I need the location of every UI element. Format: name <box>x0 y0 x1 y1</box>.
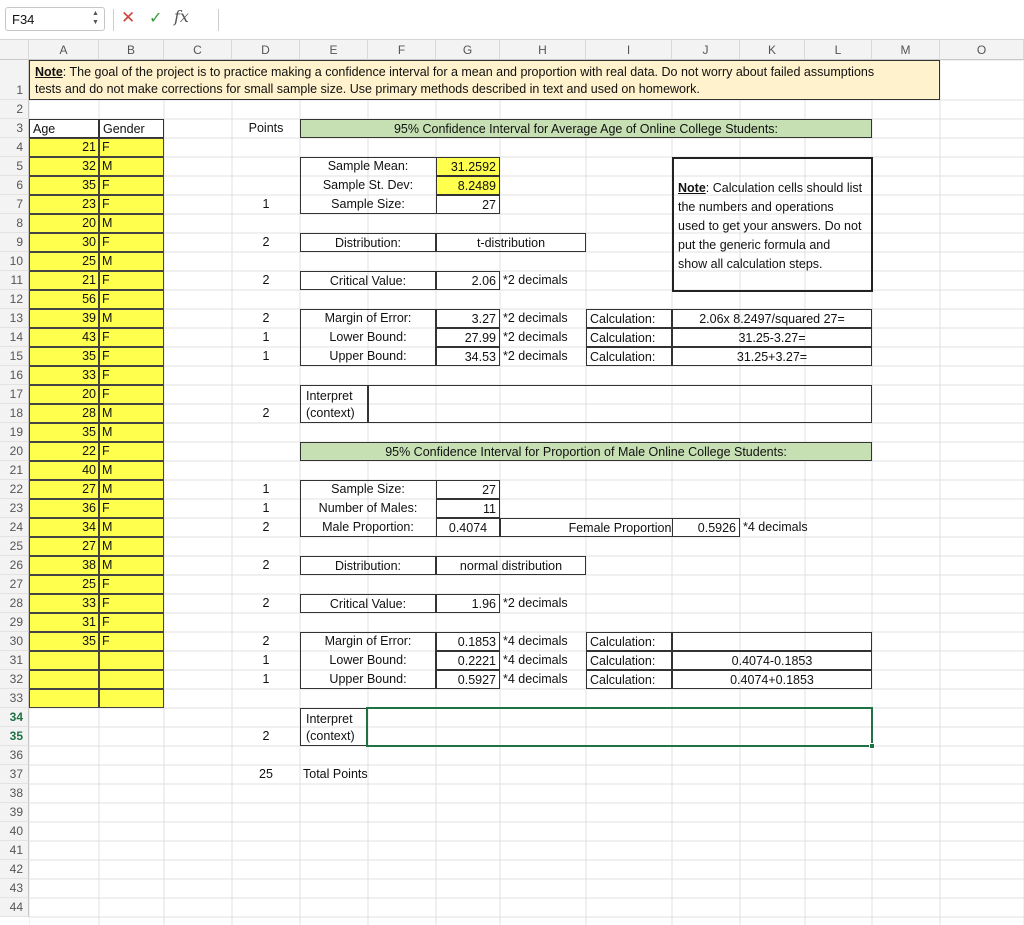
note-text: : The goal of the project is to practice making a confidence interval for a mean and proportion with real data. Do not worry about failed assumptions <box>62 65 875 79</box>
ub-calculation: 31.25+3.27= <box>672 347 872 366</box>
gender-value: M <box>102 406 113 420</box>
note-line: show all calculation steps. <box>678 257 823 271</box>
row-header[interactable]: 27 <box>0 575 29 594</box>
age-cell <box>29 689 99 708</box>
female-prop-value: 0.5926 <box>672 518 740 537</box>
moe-calculation <box>672 632 872 651</box>
distribution-label: Distribution: <box>300 556 436 575</box>
gender-value: F <box>102 197 110 211</box>
gender-value: F <box>102 387 110 401</box>
prop-input-box <box>300 480 500 537</box>
gender-value: F <box>102 292 110 306</box>
sample-mean-label: Sample Mean: <box>327 159 409 173</box>
row-header[interactable]: 13 <box>0 309 29 328</box>
ub-value: 34.53 <box>436 347 500 366</box>
lb-value: 0.2221 <box>436 651 500 670</box>
points: 1 <box>262 349 270 363</box>
row-header[interactable]: 31 <box>0 651 29 670</box>
male-prop-label: Male Proportion: <box>322 520 414 534</box>
points: 2 <box>262 729 270 743</box>
age-value: 40 <box>82 463 96 477</box>
interpret-answer-box <box>368 385 872 423</box>
points: 2 <box>262 235 270 249</box>
row-header[interactable]: 18 <box>0 404 29 423</box>
male-prop-value: 0.4074 <box>436 518 500 537</box>
gender-value: M <box>102 482 113 496</box>
age-value: 31 <box>82 615 96 629</box>
name-box[interactable]: F34 <box>5 7 105 31</box>
row-header[interactable]: 35 <box>0 727 29 746</box>
gender-value: M <box>102 311 113 325</box>
column-header[interactable]: L <box>805 40 872 60</box>
row-header[interactable]: 30 <box>0 632 29 651</box>
row-header[interactable]: 25 <box>0 537 29 556</box>
gender-value: M <box>102 159 113 173</box>
row-header[interactable]: 28 <box>0 594 29 613</box>
row-header[interactable]: 16 <box>0 366 29 385</box>
ub-label: Upper Bound: <box>329 349 407 363</box>
points: 1 <box>262 197 270 211</box>
decimals-note: *4 decimals <box>743 520 808 534</box>
points: 1 <box>262 501 270 515</box>
row-header[interactable]: 19 <box>0 423 29 442</box>
total-points-label: Total Points <box>303 767 368 781</box>
interpret-text: Interpret <box>306 389 353 403</box>
column-header[interactable]: I <box>586 40 672 60</box>
sample-size-value: 27 <box>436 480 500 499</box>
column-header[interactable]: J <box>672 40 740 60</box>
gender-value: F <box>102 577 110 591</box>
sample-sd-value: 8.2489 <box>436 176 500 195</box>
calculation-label: Calculation: <box>586 670 672 689</box>
calculation-label: Calculation: <box>586 651 672 670</box>
row-header[interactable]: 3 <box>0 119 29 138</box>
interpret-text: Interpret <box>306 712 353 726</box>
column-header[interactable]: E <box>300 40 368 60</box>
age-value: 20 <box>82 216 96 230</box>
row-header[interactable]: 23 <box>0 499 29 518</box>
age-value: 27 <box>82 482 96 496</box>
fill-handle[interactable] <box>869 743 875 749</box>
row-header[interactable]: 1 <box>0 60 29 100</box>
gender-value: M <box>102 539 113 553</box>
points: 1 <box>262 482 270 496</box>
decimals-note: *2 decimals <box>503 349 568 363</box>
points: 2 <box>262 311 270 325</box>
age-value: 56 <box>82 292 96 306</box>
points: 2 <box>262 558 270 572</box>
row-header[interactable]: 5 <box>0 157 29 176</box>
female-prop-label: Female Proportion <box>500 518 740 537</box>
age-cell <box>29 651 99 670</box>
row-header[interactable]: 41 <box>0 841 29 860</box>
calculation-note-box <box>672 157 873 292</box>
row-header[interactable]: 43 <box>0 879 29 898</box>
row-header[interactable]: 37 <box>0 765 29 784</box>
critical-label: Critical Value: <box>300 271 436 290</box>
row-header[interactable]: 26 <box>0 556 29 575</box>
note-line: put the generic formula and <box>678 238 831 252</box>
gender-cell <box>99 651 164 670</box>
row-header[interactable]: 39 <box>0 803 29 822</box>
decimals-note: *2 decimals <box>503 311 568 325</box>
column-header[interactable]: H <box>500 40 586 60</box>
column-header[interactable]: B <box>99 40 164 60</box>
gender-value: F <box>102 330 110 344</box>
project-note <box>29 60 940 100</box>
column-header[interactable]: K <box>740 40 805 60</box>
calculation-label: Calculation: <box>586 632 672 651</box>
decimals-note: *2 decimals <box>503 330 568 344</box>
note-bold: Note <box>678 181 706 195</box>
row-header[interactable]: 17 <box>0 385 29 404</box>
sample-sd-label: Sample St. Dev: <box>322 178 414 192</box>
decimals-note: *4 decimals <box>503 634 568 648</box>
context-text: (context) <box>306 729 355 743</box>
interpret-label <box>300 385 368 423</box>
num-males-label: Number of Males: <box>318 501 418 515</box>
age-value: 35 <box>82 425 96 439</box>
age-value: 27 <box>82 539 96 553</box>
age-value: 20 <box>82 387 96 401</box>
column-header[interactable]: A <box>29 40 99 60</box>
points: 1 <box>262 330 270 344</box>
decimals-note: *4 decimals <box>503 672 568 686</box>
row-header[interactable]: 33 <box>0 689 29 708</box>
divider <box>218 9 219 31</box>
row-header[interactable]: 10 <box>0 252 29 271</box>
row-header[interactable]: 9 <box>0 233 29 252</box>
age-value: 21 <box>82 273 96 287</box>
age-value: 25 <box>82 254 96 268</box>
row-header[interactable]: 4 <box>0 138 29 157</box>
age-value: 21 <box>82 140 96 154</box>
lb-calculation: 31.25-3.27= <box>672 328 872 347</box>
row-header[interactable]: 15 <box>0 347 29 366</box>
gender-value: F <box>102 140 110 154</box>
sample-size-label: Sample Size: <box>331 197 405 211</box>
distribution-value: normal distribution <box>436 556 586 575</box>
calculation-label: Calculation: <box>586 309 672 328</box>
fx-icon[interactable]: fx <box>174 7 189 26</box>
moe-value: 3.27 <box>436 309 500 328</box>
ub-calculation: 0.4074+0.1853 <box>672 670 872 689</box>
row-header[interactable]: 34 <box>0 708 29 727</box>
points: 2 <box>262 634 270 648</box>
age-value: 22 <box>82 444 96 458</box>
row-header[interactable]: 22 <box>0 480 29 499</box>
divider <box>113 9 114 31</box>
interpret-label <box>300 708 368 746</box>
age-value: 23 <box>82 197 96 211</box>
column-header[interactable]: C <box>164 40 232 60</box>
gender-value: M <box>102 558 113 572</box>
gender-value: F <box>102 634 110 648</box>
age-value: 43 <box>82 330 96 344</box>
points-header: Points <box>248 121 284 135</box>
row-header[interactable]: 8 <box>0 214 29 233</box>
sample-mean-value: 31.2592 <box>436 157 500 176</box>
gender-value: F <box>102 444 110 458</box>
age-value: 38 <box>82 558 96 572</box>
age-value: 35 <box>82 634 96 648</box>
gender-cell <box>99 670 164 689</box>
lb-label: Lower Bound: <box>329 653 407 667</box>
note-line: : Calculation cells should list <box>705 181 863 195</box>
gender-value: F <box>102 615 110 629</box>
name-box-arrows-icon[interactable]: ▲ ▼ <box>92 10 99 26</box>
gender-value: M <box>102 425 113 439</box>
prop-label-box <box>300 632 436 689</box>
distribution-value: t-distribution <box>436 233 586 252</box>
column-header[interactable]: O <box>940 40 1024 60</box>
confirm-icon[interactable]: ✓ <box>149 10 163 27</box>
decimals-note: *4 decimals <box>503 653 568 667</box>
note-text-line2: tests and do not make corrections for small sample size. Use primary methods described in text and used on homework. <box>35 82 700 96</box>
critical-value: 2.06 <box>436 271 500 290</box>
row-header[interactable]: 24 <box>0 518 29 537</box>
row-header[interactable]: 20 <box>0 442 29 461</box>
age-value: 35 <box>82 349 96 363</box>
gender-value: F <box>102 501 110 515</box>
selected-cell-range[interactable] <box>366 707 873 747</box>
age-value: 33 <box>82 368 96 382</box>
gender-header: Gender <box>99 119 164 138</box>
mean-ci-title: 95% Confidence Interval for Average Age of Online College Students: <box>300 119 872 138</box>
spreadsheet-grid[interactable] <box>0 40 1024 925</box>
age-value: 36 <box>82 501 96 515</box>
age-header: Age <box>29 119 99 138</box>
gender-value: M <box>102 463 113 477</box>
calculation-label: Calculation: <box>586 347 672 366</box>
formula-bar <box>0 0 1024 40</box>
sample-size-value: 27 <box>436 195 500 214</box>
gender-value: F <box>102 368 110 382</box>
gender-value: F <box>102 349 110 363</box>
age-value: 32 <box>82 159 96 173</box>
distribution-label: Distribution: <box>300 233 436 252</box>
calculation-label: Calculation: <box>586 328 672 347</box>
prop-ci-title: 95% Confidence Interval for Proportion of Male Online College Students: <box>300 442 872 461</box>
row-header[interactable]: 44 <box>0 898 29 917</box>
points: 2 <box>262 273 270 287</box>
row-header[interactable]: 42 <box>0 860 29 879</box>
gender-value: F <box>102 273 110 287</box>
gender-cell <box>99 689 164 708</box>
decimals-note: *2 decimals <box>503 273 568 287</box>
row-header[interactable]: 11 <box>0 271 29 290</box>
num-males-value: 11 <box>436 499 500 518</box>
gender-value: F <box>102 178 110 192</box>
points: 2 <box>262 406 270 420</box>
row-header[interactable]: 7 <box>0 195 29 214</box>
age-value: 34 <box>82 520 96 534</box>
points: 1 <box>262 672 270 686</box>
row-header[interactable]: 12 <box>0 290 29 309</box>
moe-calculation: 2.06x 8.2497/squared 27= <box>672 309 872 328</box>
age-value: 39 <box>82 311 96 325</box>
ub-label: Upper Bound: <box>329 672 407 686</box>
formula-input[interactable] <box>224 10 1014 30</box>
gender-value: M <box>102 216 113 230</box>
row-header[interactable]: 21 <box>0 461 29 480</box>
note-bold: Note <box>35 65 63 79</box>
row-header[interactable]: 6 <box>0 176 29 195</box>
total-points: 25 <box>259 767 273 781</box>
mean-label-box <box>300 309 436 366</box>
ub-value: 0.5927 <box>436 670 500 689</box>
column-header[interactable]: D <box>232 40 300 60</box>
column-header[interactable]: G <box>436 40 500 60</box>
moe-label: Margin of Error: <box>324 311 412 325</box>
moe-value: 0.1853 <box>436 632 500 651</box>
age-cell <box>29 670 99 689</box>
row-header[interactable]: 14 <box>0 328 29 347</box>
row-header[interactable]: 2 <box>0 100 29 119</box>
row-header[interactable]: 36 <box>0 746 29 765</box>
age-value: 30 <box>82 235 96 249</box>
critical-label: Critical Value: <box>300 594 436 613</box>
note-line: the numbers and operations <box>678 200 834 214</box>
column-header[interactable]: M <box>872 40 940 60</box>
points: 1 <box>262 653 270 667</box>
note-line: used to get your answers. Do not <box>678 219 862 233</box>
gender-value: M <box>102 520 113 534</box>
gender-value: M <box>102 254 113 268</box>
decimals-note: *2 decimals <box>503 596 568 610</box>
context-text: (context) <box>306 406 355 420</box>
select-all-corner[interactable] <box>0 40 29 60</box>
points: 2 <box>262 520 270 534</box>
lb-calculation: 0.4074-0.1853 <box>672 651 872 670</box>
age-value: 25 <box>82 577 96 591</box>
gender-value: F <box>102 235 110 249</box>
row-header[interactable]: 40 <box>0 822 29 841</box>
points: 2 <box>262 596 270 610</box>
age-value: 35 <box>82 178 96 192</box>
column-header[interactable]: F <box>368 40 436 60</box>
age-value: 28 <box>82 406 96 420</box>
gender-value: F <box>102 596 110 610</box>
row-header[interactable]: 29 <box>0 613 29 632</box>
row-header[interactable]: 38 <box>0 784 29 803</box>
cancel-icon[interactable]: ✕ <box>121 8 136 27</box>
grid-lines <box>29 60 1024 925</box>
critical-value: 1.96 <box>436 594 500 613</box>
lb-value: 27.99 <box>436 328 500 347</box>
lb-label: Lower Bound: <box>329 330 407 344</box>
moe-label: Margin of Error: <box>324 634 412 648</box>
row-header[interactable]: 32 <box>0 670 29 689</box>
age-value: 33 <box>82 596 96 610</box>
sample-size-label: Sample Size: <box>331 482 405 496</box>
